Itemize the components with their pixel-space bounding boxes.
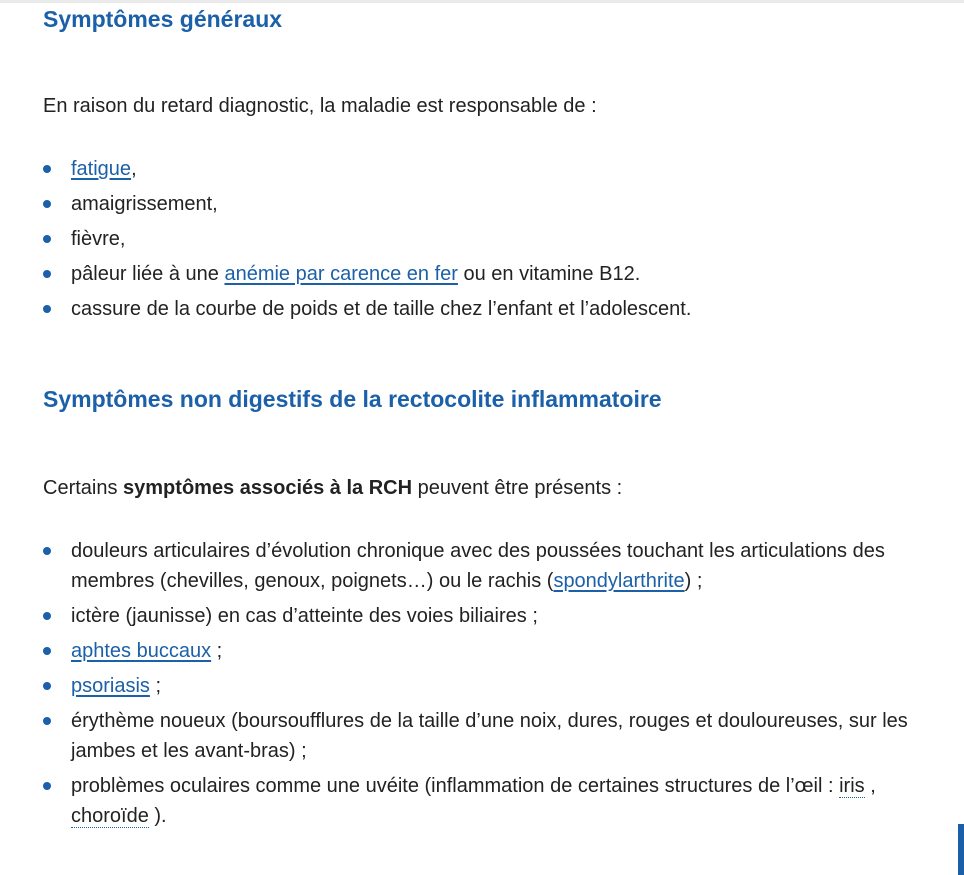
text-fever: fièvre,: [71, 228, 126, 250]
link-iron-deficiency-anemia[interactable]: anémie par carence en fer: [224, 263, 458, 285]
glossary-link-choroide[interactable]: choroïde: [71, 805, 149, 827]
list-item-erythema: [43, 706, 948, 766]
intro-general-symptoms: En raison du retard diagnostic, la maladie est responsable de :: [43, 95, 597, 117]
text-ocular-mid: ,: [864, 775, 876, 797]
list-item-pallor: [43, 259, 948, 289]
heading-general-symptoms: Symptômes généraux: [43, 6, 283, 32]
intro-bold: symptômes associés à la RCH: [123, 477, 413, 499]
text-pallor-before: pâleur liée à une: [71, 263, 225, 285]
text-icterus: ictère (jaunisse) en cas d’atteinte des voies biliaires ;: [71, 605, 538, 627]
text-psoriasis-after: ;: [149, 675, 162, 697]
intro-non-digestive-symptoms: [43, 474, 622, 502]
link-spondylarthrite[interactable]: spondylarthrite: [553, 570, 685, 592]
list-item-weight-loss: [43, 189, 948, 219]
text-joint-after: ) ;: [684, 570, 703, 592]
list-item-growth: [43, 294, 948, 324]
list-item-fatigue: [43, 154, 948, 184]
list-general-symptoms: [43, 154, 948, 329]
link-fatigue[interactable]: fatigue: [71, 158, 132, 180]
text-aphthae-after: ;: [211, 640, 223, 662]
text-ocular-after: ).: [148, 805, 167, 827]
intro-before: Certains: [43, 477, 124, 499]
list-item-psoriasis: [43, 671, 948, 701]
list-item-fever: [43, 224, 948, 254]
link-psoriasis[interactable]: psoriasis: [71, 675, 150, 697]
intro-after: peuvent être présents :: [412, 477, 623, 499]
text-erythema: érythème noueux (boursoufflures de la taille d’une noix, dures, rouges et douloureuses, sur les jambes et les avant-bras) ;: [71, 710, 908, 762]
top-divider: [0, 0, 964, 3]
list-item-icterus: [43, 601, 948, 631]
list-non-digestive-symptoms: [43, 536, 948, 836]
link-aphtes-buccaux[interactable]: aphtes buccaux: [71, 640, 212, 662]
text-ocular-before: problèmes oculaires comme une uvéite (inflammation de certaines structures de l’œil :: [71, 775, 840, 797]
text-joint-before: douleurs articulaires d’évolution chronique avec des poussées touchant les articulations des membres (chevilles, genoux, poignets…) ou le rachis (: [71, 540, 885, 592]
heading-non-digestive-symptoms: Symptômes non digestifs de la rectocolite inflammatoire: [43, 386, 662, 412]
glossary-link-iris[interactable]: iris: [839, 775, 865, 797]
text-growth: cassure de la courbe de poids et de taille chez l’enfant et l’adolescent.: [71, 298, 692, 320]
list-item-aphthae: [43, 636, 948, 666]
text-pallor-after: ou en vitamine B12.: [457, 263, 641, 285]
list-item-ocular: [43, 771, 948, 831]
text-weight-loss: amaigrissement,: [71, 193, 218, 215]
text-fatigue-after: ,: [131, 158, 137, 180]
scrollbar-thumb[interactable]: [958, 824, 964, 875]
list-item-joint-pain: [43, 536, 948, 596]
